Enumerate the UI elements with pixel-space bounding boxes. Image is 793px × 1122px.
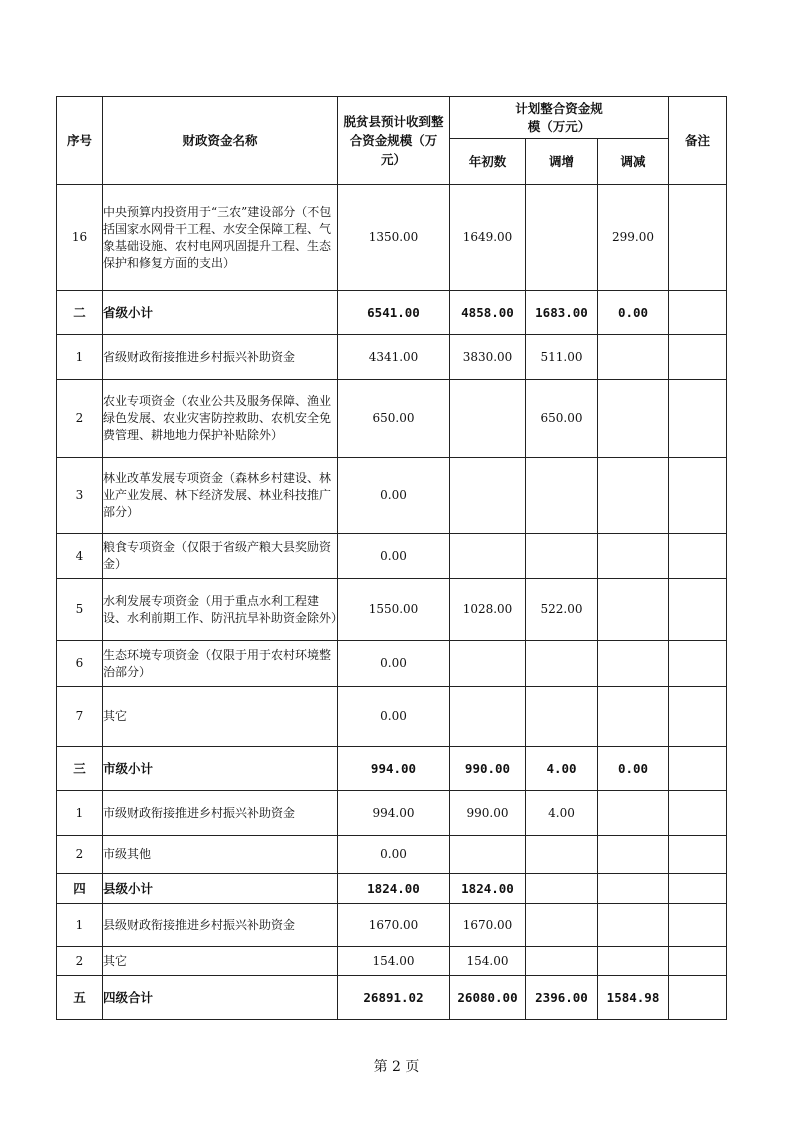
row-initial: 26080.00 — [450, 976, 526, 1020]
row-increase: 1683.00 — [526, 291, 598, 335]
row-name: 市级财政衔接推进乡村振兴补助资金 — [103, 791, 338, 836]
row-note — [669, 836, 727, 874]
row-name: 中央预算内投资用于“三农”建设部分（不包括国家水网骨干工程、水安全保障工程、气象基础设施、农村电网巩固提升工程、生态保护和修复方面的支出） — [103, 185, 338, 291]
row-note — [669, 534, 727, 579]
row-name: 林业改革发展专项资金（森林乡村建设、林业产业发展、林下经济发展、林业科技推广部分） — [103, 458, 338, 534]
row-seq: 4 — [57, 534, 103, 579]
table-row — [57, 641, 727, 687]
row-note — [669, 291, 727, 335]
table-row-total — [57, 976, 727, 1020]
row-initial: 3830.00 — [450, 335, 526, 380]
header-increase: 调增 — [526, 139, 598, 185]
row-seq: 6 — [57, 641, 103, 687]
row-name: 省级小计 — [103, 291, 338, 335]
row-decrease — [598, 335, 669, 380]
row-initial — [450, 836, 526, 874]
row-name: 其它 — [103, 687, 338, 747]
row-initial: 4858.00 — [450, 291, 526, 335]
header-fund-name: 财政资金名称 — [103, 97, 338, 185]
header-seq: 序号 — [57, 97, 103, 185]
funds-table — [56, 96, 727, 1020]
row-seq: 二 — [57, 291, 103, 335]
row-initial — [450, 534, 526, 579]
row-increase — [526, 641, 598, 687]
row-increase — [526, 874, 598, 904]
row-expected: 0.00 — [338, 641, 450, 687]
table-row — [57, 534, 727, 579]
row-decrease — [598, 534, 669, 579]
table-row — [57, 579, 727, 641]
row-initial: 1670.00 — [450, 904, 526, 947]
header-initial: 年初数 — [450, 139, 526, 185]
row-expected: 0.00 — [338, 687, 450, 747]
row-name: 县级财政衔接推进乡村振兴补助资金 — [103, 904, 338, 947]
row-expected: 994.00 — [338, 791, 450, 836]
row-decrease — [598, 380, 669, 458]
table-row — [57, 904, 727, 947]
row-expected: 994.00 — [338, 747, 450, 791]
row-decrease — [598, 641, 669, 687]
row-increase: 4.00 — [526, 747, 598, 791]
row-initial — [450, 641, 526, 687]
row-increase — [526, 687, 598, 747]
row-expected: 1670.00 — [338, 904, 450, 947]
row-note — [669, 976, 727, 1020]
row-increase: 650.00 — [526, 380, 598, 458]
row-decrease: 1584.98 — [598, 976, 669, 1020]
row-increase: 2396.00 — [526, 976, 598, 1020]
row-decrease — [598, 458, 669, 534]
row-initial: 1824.00 — [450, 874, 526, 904]
table-row — [57, 185, 727, 291]
row-name: 县级小计 — [103, 874, 338, 904]
row-expected: 1824.00 — [338, 874, 450, 904]
row-note — [669, 687, 727, 747]
table-row-subtotal — [57, 291, 727, 335]
row-decrease — [598, 836, 669, 874]
row-name: 粮食专项资金（仅限于省级产粮大县奖励资金） — [103, 534, 338, 579]
row-decrease: 299.00 — [598, 185, 669, 291]
table-row-subtotal — [57, 874, 727, 904]
row-seq: 1 — [57, 904, 103, 947]
row-seq: 16 — [57, 185, 103, 291]
row-seq: 1 — [57, 335, 103, 380]
table-row — [57, 791, 727, 836]
header-decrease: 调减 — [598, 139, 669, 185]
row-seq: 2 — [57, 836, 103, 874]
row-name: 农业专项资金（农业公共及服务保障、渔业绿色发展、农业灾害防控救助、农机安全免费管理、耕地地力保护补贴除外） — [103, 380, 338, 458]
row-increase — [526, 947, 598, 976]
row-seq: 7 — [57, 687, 103, 747]
row-seq: 2 — [57, 947, 103, 976]
row-seq: 1 — [57, 791, 103, 836]
row-note — [669, 791, 727, 836]
row-name: 省级财政衔接推进乡村振兴补助资金 — [103, 335, 338, 380]
row-seq: 3 — [57, 458, 103, 534]
table-row — [57, 947, 727, 976]
row-expected: 0.00 — [338, 534, 450, 579]
row-initial: 1649.00 — [450, 185, 526, 291]
row-seq: 四 — [57, 874, 103, 904]
row-note — [669, 874, 727, 904]
row-initial — [450, 687, 526, 747]
row-increase: 4.00 — [526, 791, 598, 836]
row-note — [669, 947, 727, 976]
row-name: 其它 — [103, 947, 338, 976]
row-initial — [450, 458, 526, 534]
row-expected: 0.00 — [338, 458, 450, 534]
row-initial: 990.00 — [450, 747, 526, 791]
row-name: 水利发展专项资金（用于重点水利工程建设、水利前期工作、防汛抗旱补助资金除外） — [103, 579, 338, 641]
table-row — [57, 335, 727, 380]
row-decrease — [598, 874, 669, 904]
header-note: 备注 — [669, 97, 727, 185]
header-plan-scale: 计划整合资金规模（万元） — [450, 97, 669, 139]
row-note — [669, 335, 727, 380]
row-seq: 三 — [57, 747, 103, 791]
row-expected: 26891.02 — [338, 976, 450, 1020]
row-expected: 4341.00 — [338, 335, 450, 380]
row-note — [669, 458, 727, 534]
row-initial: 1028.00 — [450, 579, 526, 641]
header-expected-scale: 脱贫县预计收到整合资金规模（万元） — [338, 97, 450, 185]
row-expected: 1350.00 — [338, 185, 450, 291]
row-seq: 五 — [57, 976, 103, 1020]
table-row-subtotal — [57, 747, 727, 791]
row-name: 生态环境专项资金（仅限于用于农村环境整治部分） — [103, 641, 338, 687]
row-note — [669, 185, 727, 291]
row-increase — [526, 836, 598, 874]
row-decrease: 0.00 — [598, 747, 669, 791]
row-decrease — [598, 947, 669, 976]
row-decrease — [598, 687, 669, 747]
row-seq: 2 — [57, 380, 103, 458]
row-expected: 650.00 — [338, 380, 450, 458]
table-row — [57, 458, 727, 534]
page-number: 第 2 页 — [373, 1059, 420, 1075]
row-expected: 6541.00 — [338, 291, 450, 335]
table-row — [57, 836, 727, 874]
row-name: 市级小计 — [103, 747, 338, 791]
row-decrease — [598, 791, 669, 836]
row-expected: 154.00 — [338, 947, 450, 976]
row-expected: 1550.00 — [338, 579, 450, 641]
row-increase — [526, 904, 598, 947]
row-increase — [526, 458, 598, 534]
row-name: 市级其他 — [103, 836, 338, 874]
row-increase: 522.00 — [526, 579, 598, 641]
row-decrease: 0.00 — [598, 291, 669, 335]
row-note — [669, 641, 727, 687]
row-note — [669, 904, 727, 947]
row-name: 四级合计 — [103, 976, 338, 1020]
row-increase: 511.00 — [526, 335, 598, 380]
row-note — [669, 747, 727, 791]
row-increase — [526, 185, 598, 291]
row-expected: 0.00 — [338, 836, 450, 874]
table-row — [57, 687, 727, 747]
row-initial — [450, 380, 526, 458]
row-increase — [526, 534, 598, 579]
table-row — [57, 380, 727, 458]
row-decrease — [598, 579, 669, 641]
row-seq: 5 — [57, 579, 103, 641]
row-decrease — [598, 904, 669, 947]
row-initial: 990.00 — [450, 791, 526, 836]
row-note — [669, 579, 727, 641]
row-note — [669, 380, 727, 458]
row-initial: 154.00 — [450, 947, 526, 976]
